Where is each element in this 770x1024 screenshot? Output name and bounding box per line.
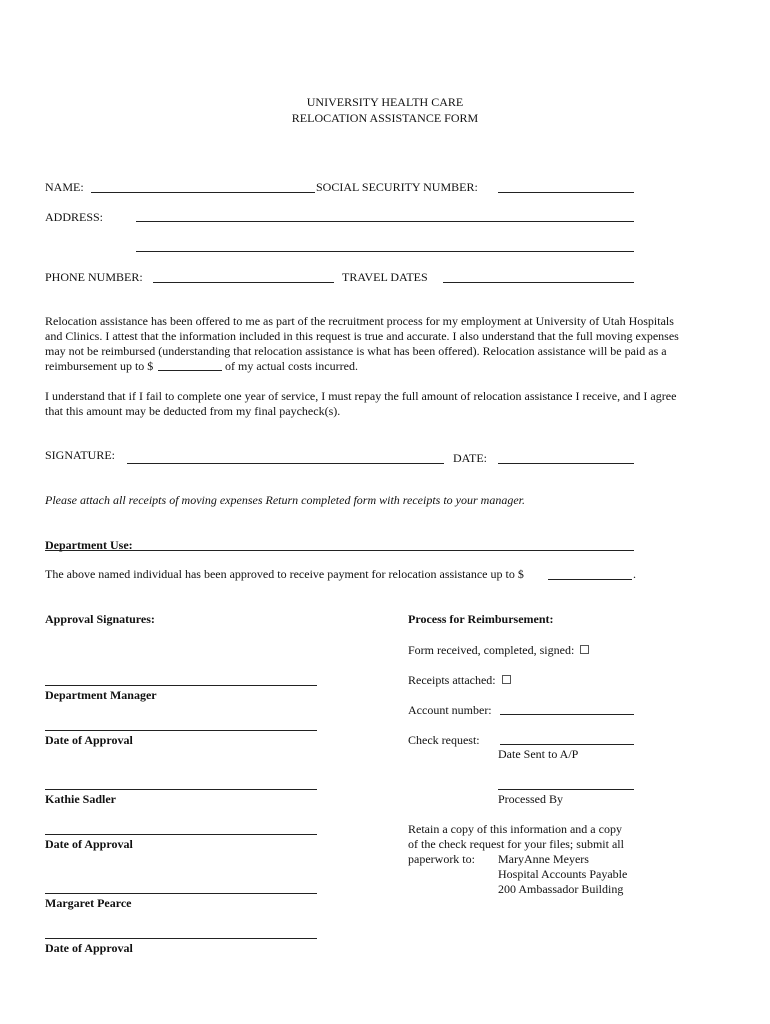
approval-signatures-heading: Approval Signatures: [45,612,155,626]
account-number-label: Account number: [408,703,492,717]
form-received-row [408,643,589,657]
date-sent-label: Date Sent to A/P [498,747,579,761]
date-of-approval-label: Date of Approval [45,837,133,851]
ssn-field[interactable] [498,192,634,193]
check-request-field[interactable] [500,744,634,745]
signature-label: SIGNATURE: [45,448,116,462]
check-request-label: Check request: [408,733,480,747]
paragraph-1-line: and Clinics. I attest that the information included in this request is true and accurate. I also understand that the full moving expenses [45,329,679,343]
address-field-line1[interactable] [136,221,634,222]
processed-by-field[interactable] [498,789,634,790]
paragraph-1-line: Relocation assistance has been offered to me as part of the recruitment process for my employment at University of Utah Hospitals [45,314,674,328]
travel-dates-label: TRAVEL DATES [342,270,428,284]
ssn-label: SOCIAL SECURITY NUMBER: [316,180,478,194]
retain-copy-text: Retain a copy of this information and a copy [408,822,622,836]
approval-signature-line[interactable] [45,789,317,790]
retain-copy-text: paperwork to: [408,852,475,866]
phone-field[interactable] [153,282,334,283]
receipts-attached-checkbox[interactable] [502,675,511,684]
processed-by-label: Processed By [498,792,563,806]
retain-copy-text: of the check request for your files; submit all [408,837,624,851]
org-title: UNIVERSITY HEALTH CARE [306,95,464,109]
approval-text-end: . [633,567,636,581]
date-label: DATE: [453,451,487,465]
kathie-sadler-label: Kathie Sadler [45,792,116,806]
travel-dates-field[interactable] [443,282,634,283]
margaret-pearce-label: Margaret Pearce [45,896,132,910]
department-use-heading: Department Use: [45,538,133,552]
paragraph-2-line: I understand that if I fail to complete one year of service, I must repay the full amount of relocation assistance I receive, and I agree [45,389,677,403]
form-received-label: Form received, completed, signed: [408,643,575,657]
contact-department: Hospital Accounts Payable [498,867,628,881]
approval-signature-line[interactable] [45,893,317,894]
contact-building: 200 Ambassador Building [498,882,624,896]
paragraph-1-line: reimbursement up to $ [45,359,154,373]
contact-name: MaryAnne Meyers [498,852,589,866]
approved-amount-field[interactable] [548,579,632,580]
receipts-attached-label: Receipts attached: [408,673,496,687]
reimbursement-amount-field[interactable] [158,370,222,371]
address-label: ADDRESS: [45,210,104,224]
name-field[interactable] [91,192,315,193]
form-received-checkbox[interactable] [580,645,589,654]
paragraph-2-line: that this amount may be deducted from my final paycheck(s). [45,404,341,418]
approval-date-line[interactable] [45,938,317,939]
department-manager-label: Department Manager [45,688,157,702]
department-use-rule [45,550,634,551]
reimbursement-heading: Process for Reimbursement: [408,612,554,626]
form-title: RELOCATION ASSISTANCE FORM [291,111,479,125]
date-of-approval-label: Date of Approval [45,941,133,955]
paragraph-1-line: of my actual costs incurred. [225,359,358,373]
date-field[interactable] [498,463,634,464]
signature-field[interactable] [127,463,444,464]
approval-date-line[interactable] [45,834,317,835]
approval-text: The above named individual has been approved to receive payment for relocation assistance up to $ [45,567,524,581]
paragraph-1-line: may not be reimbursed (understanding that relocation assistance is what has been offered). Relocation assistance will be paid as a [45,344,667,358]
approval-signature-line[interactable] [45,685,317,686]
instructions-text: Please attach all receipts of moving expenses Return completed form with receipts to your manager. [45,493,526,507]
name-label: NAME: [45,180,84,194]
date-of-approval-label: Date of Approval [45,733,133,747]
receipts-attached-row [408,673,511,687]
phone-label: PHONE NUMBER: [45,270,143,284]
address-field-line2[interactable] [136,251,634,252]
approval-date-line[interactable] [45,730,317,731]
account-number-field[interactable] [500,714,634,715]
